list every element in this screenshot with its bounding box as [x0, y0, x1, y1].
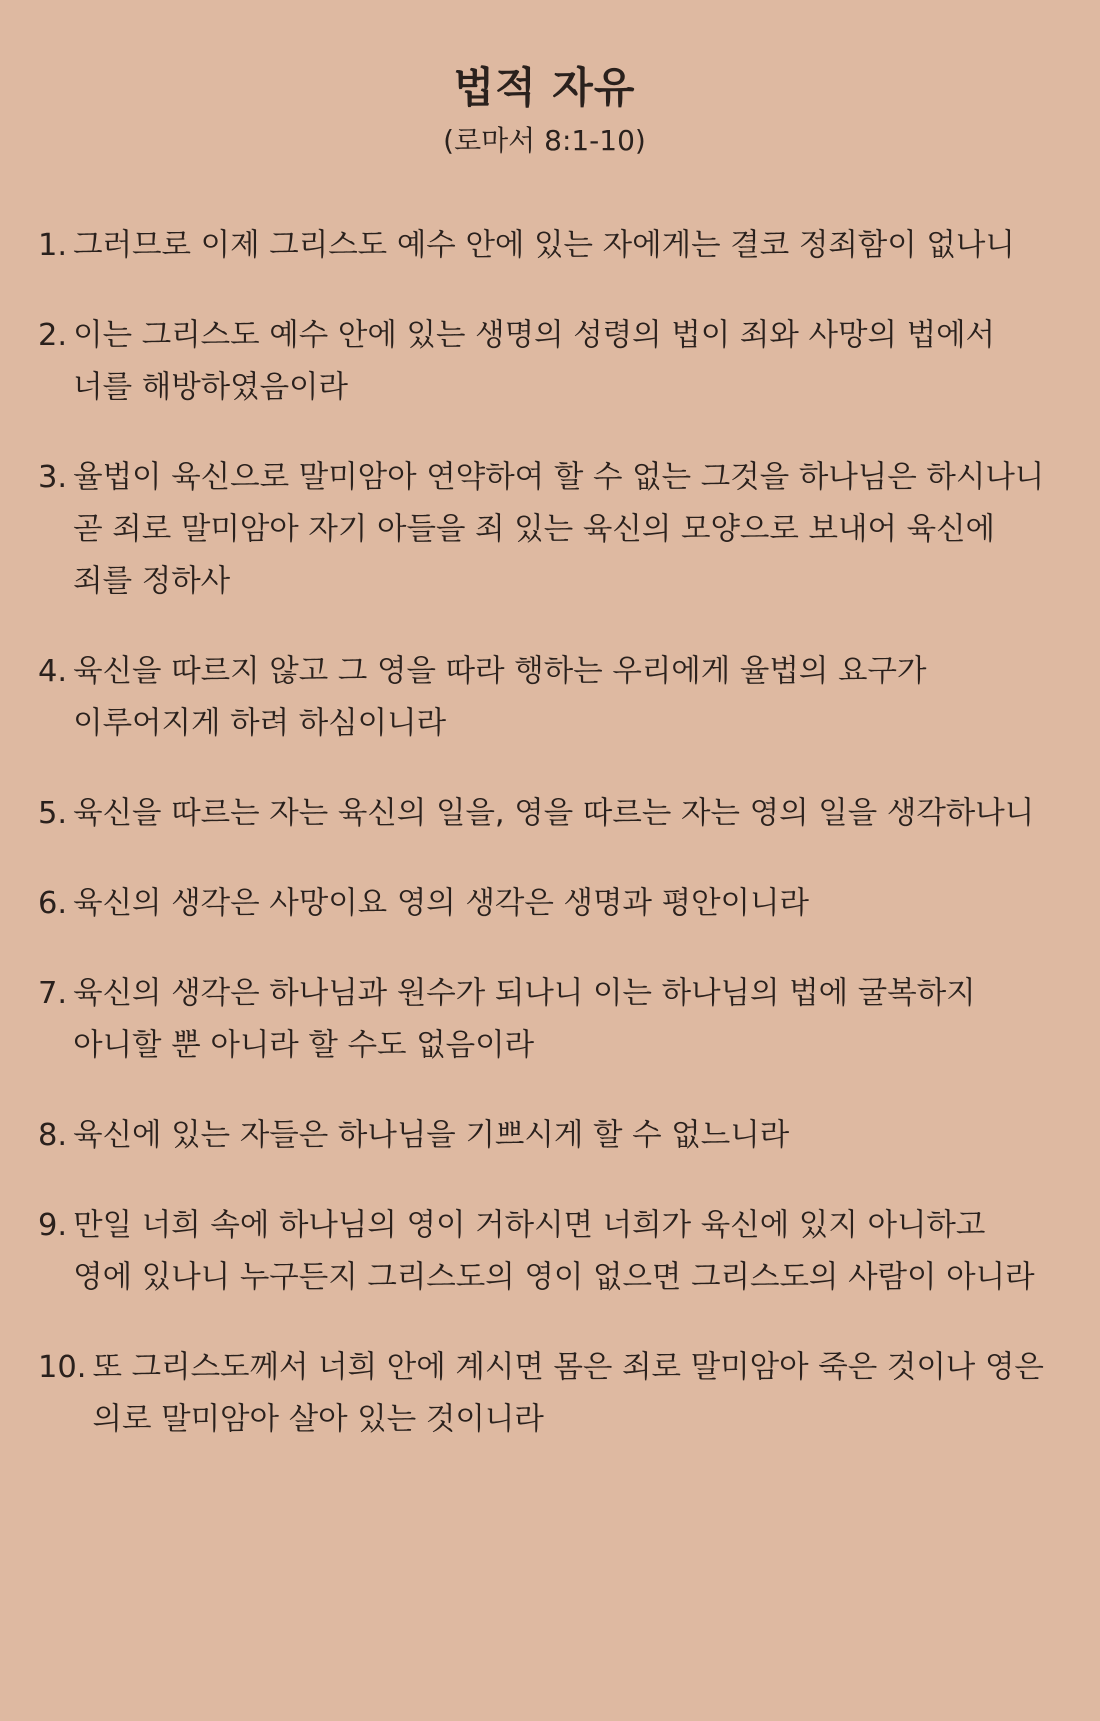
verse-list — [38, 220, 1045, 1446]
verse-item-1 — [38, 220, 1045, 272]
verse-text: 그러므로 이제 그리스도 예수 안에 있는 자에게는 결코 정죄함이 없나니 — [73, 228, 1015, 263]
verse-number: 4. — [38, 654, 68, 689]
verse-text: 육신의 생각은 하나님과 원수가 되나니 이는 하나님의 법에 굴복하지 아니할 뿐 아니라 할 수도 없음이라 — [73, 976, 976, 1063]
verse-number: 2. — [38, 318, 68, 353]
verse-text: 율법이 육신으로 말미암아 연약하여 할 수 없는 그것을 하나님은 하시나니 곧 죄로 말미암아 자기 아들을 죄 있는 육신의 모양으로 보내어 육신에 죄를 정하사 — [73, 460, 1045, 599]
verse-text: 육신을 따르지 않고 그 영을 따라 행하는 우리에게 율법의 요구가 이루어지게 하려 하심이니라 — [73, 654, 927, 741]
verse-item-8 — [38, 1110, 1045, 1162]
verse-number: 3. — [38, 460, 68, 495]
verse-text: 육신을 따르는 자는 육신의 일을, 영을 따르는 자는 영의 일을 생각하나니 — [73, 796, 1035, 831]
verse-text: 육신에 있는 자들은 하나님을 기쁘시게 할 수 없느니라 — [73, 1118, 790, 1153]
verse-text: 육신의 생각은 사망이요 영의 생각은 생명과 평안이니라 — [73, 886, 809, 921]
verse-text: 이는 그리스도 예수 안에 있는 생명의 성령의 법이 죄와 사망의 법에서 너를 해방하였음이라 — [73, 318, 996, 405]
verse-number: 7. — [38, 976, 68, 1011]
verse-number: 8. — [38, 1118, 68, 1153]
scripture-reference: (로마서 8:1-10) — [443, 124, 646, 157]
verse-item-9 — [38, 1200, 1045, 1304]
verse-item-5 — [38, 788, 1045, 840]
verse-item-2 — [38, 310, 1045, 414]
verse-number: 5. — [38, 796, 68, 831]
verse-number: 9. — [38, 1208, 68, 1243]
verse-item-3 — [38, 452, 1045, 608]
verse-item-4 — [38, 646, 1045, 750]
verse-text: 만일 너희 속에 하나님의 영이 거하시면 너희가 육신에 있지 아니하고 영에 있나니 누구든지 그리스도의 영이 없으면 그리스도의 사람이 아니라 — [73, 1208, 1035, 1295]
verse-item-7 — [38, 968, 1045, 1072]
verse-item-6 — [38, 878, 1045, 930]
verse-number: 6. — [38, 886, 68, 921]
page-title: 법적 자유 — [453, 63, 636, 112]
verse-number: 1. — [38, 228, 68, 263]
verse-text: 또 그리스도께서 너희 안에 계시면 몸은 죄로 말미암아 죽은 것이나 영은 의로 말미암아 살아 있는 것이니라 — [92, 1350, 1044, 1437]
verse-number: 10. — [38, 1350, 87, 1385]
verse-item-10 — [38, 1342, 1045, 1446]
